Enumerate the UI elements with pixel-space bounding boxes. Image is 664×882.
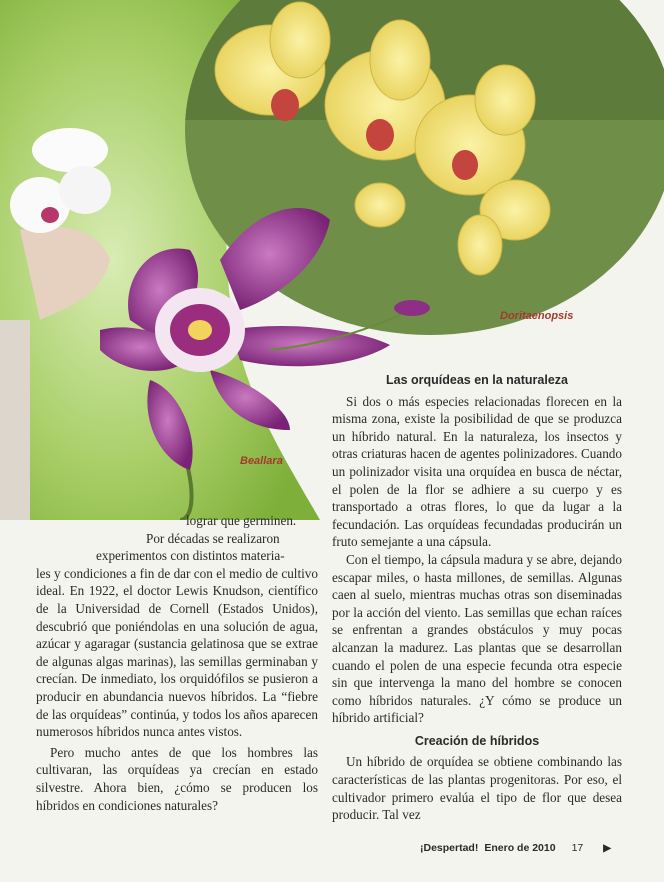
paragraph-natural-hybrid: Si dos o más especies relacionadas florecen en la misma zona, existe la posibilidad de que se produzca un híbrido natural. En la naturaleza, los insectos y otras criaturas hacen de agentes polinizadores. Cuando un polinizador visita una orquídea en busca de néctar, el polen de la flor se adhiere a su cuerpo y es transportado a otras flores, lo que da lugar a la fecundación. Las orquídeas fecundadas producirán un fruto semejante a una cápsula. [332, 393, 622, 550]
issue-date: Enero de 2010 [484, 842, 556, 854]
section-heading-hybrids: Creación de híbridos [414, 733, 540, 748]
paragraph-lead-line-3: experimentos con distintos materia- [96, 548, 285, 564]
paragraph-cultivation: les y condiciones a fin de dar con el medio de cultivo ideal. En 1922, el doctor Lewis Knudson, científico de la Universidad de Cornell (Estados Unidos), descubrió que poniéndolas en una solución de agua, azúcar y agaragar (sustancia gelatinosa que se extrae de algunas algas marinas), las semillas germinaban y crecían. De inmediato, los orquidófilos se pusieron a producir en abundancia nuevos híbridos. La “fiebre de las orquídeas” continúa, y todos los años aparecen numerosos híbridos nunca antes vistos. [36, 565, 318, 740]
next-page-arrow-icon: ▶ [603, 842, 611, 854]
caption-doritaenopsis: Doritaenopsis [500, 310, 574, 322]
caption-beallara: Beallara [240, 455, 283, 467]
paragraph-lead-line-2: Por décadas se realizaron [146, 530, 280, 546]
paragraph-seeds: Con el tiempo, la cápsula madura y se abre, dejando escapar miles, o hasta millones, de semillas. Algunas caen al suelo, mientras muchas otras son diseminadas por la acción del viento. Las semillas que echan raíces se enfrentan a grandes obstáculos y muy pocas alcanzan la madurez. Las plantas que se desarrollan cuando el polen de una especie fecunda otra especie sin que intervenga la mano del hombre se conocen como híbridos naturales. ¿Y cómo se produce un híbrido artificial? [332, 551, 622, 726]
magazine-name: ¡Despertad! [420, 842, 479, 854]
page-number: 17 [571, 842, 584, 854]
paragraph-wild-orchids: Pero mucho antes de que los hombres las cultivaran, las orquídeas ya crecían en estado silvestre. Ahora bien, ¿cómo se producen los híbridos en condiciones naturales? [36, 744, 318, 813]
paragraph-lead-line-1: lograr que germinen. [186, 513, 297, 528]
paragraph-hybrid-creation: Un híbrido de orquídea se obtiene combinando las características de las plantas progenitoras. Por eso, el cultivador primero evalúa el tipo de flor que desea producir. Tal vez [332, 754, 622, 823]
page-footer [420, 842, 640, 854]
section-heading-nature: Las orquídeas en la naturaleza [385, 373, 568, 387]
right-column [332, 372, 622, 824]
left-column [36, 512, 318, 814]
